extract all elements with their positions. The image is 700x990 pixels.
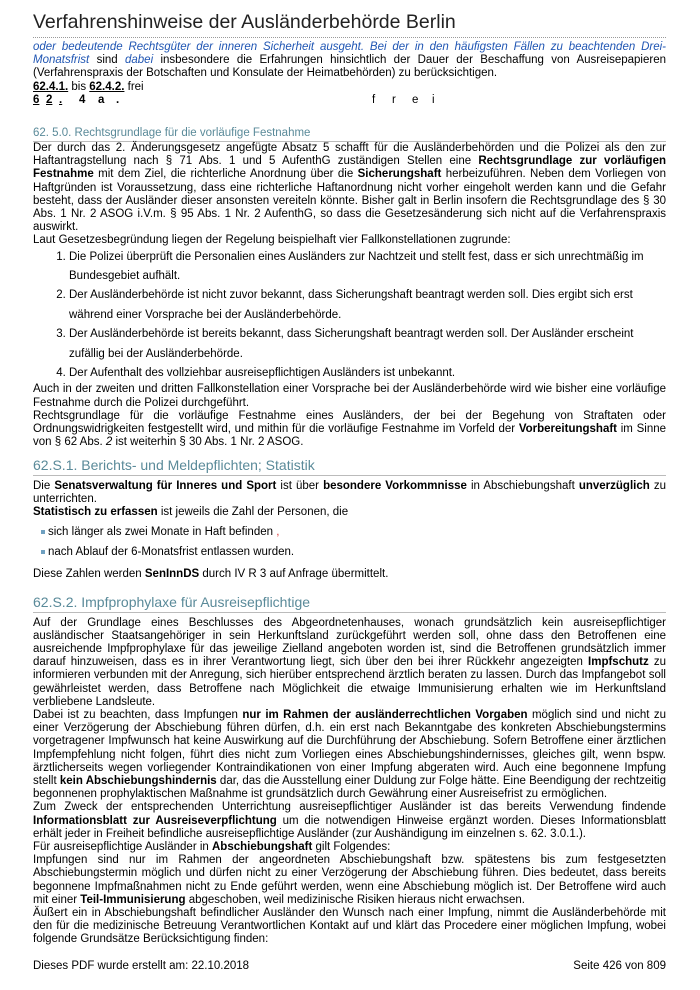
square-bullet-icon xyxy=(41,530,45,534)
section-heading-62-s-1: 62.S.1. Berichts- und Meldepflichten; Statistik xyxy=(33,457,666,476)
s3-p2-bold-b: kein Abschiebungshindernis xyxy=(59,774,217,787)
s3-paragraph-5 xyxy=(33,854,666,907)
s3-p5-bold: Teil-Immunisierung xyxy=(80,893,186,906)
sp-word-3: i xyxy=(432,93,435,106)
bullet-mark: , xyxy=(276,526,280,539)
sp-num-4: a xyxy=(98,93,105,106)
s3-paragraph-1 xyxy=(33,617,666,709)
s3-p2-text-e: dar, das die Ausstellung einer Duldung zur Folge hätte. Eine Beendigung der rechtzeitig begonnenen prophylaktischen Maßnahme ist grundsätzlich durch Gewährung einer Ausreisefrist zu ermöglichen. xyxy=(33,774,666,801)
bullet-text: sich länger als zwei Monate in Haft befinden xyxy=(48,526,274,539)
s2-p3-text-c: durch IV R 3 auf Anfrage übermittelt. xyxy=(199,568,389,581)
s3-p4-text-a: Für ausreisepflichtige Ausländer in xyxy=(33,840,212,853)
s3-p2-text-c: möglich sind und nicht zu einer Verzögerung der Abschiebung führen dürfen, d.h. ein erst nach Bekanntgabe des konkreten Abschiebungstermins vorgetragener Impfwunsch hat keine Auswirkung auf die Durchführung der Abschiebung. Sofern Betroffene einer ärztlichen Impfempfehlung nicht folgen, führt dies nicht zum Vorliegen eines Abschiebungshindernisses, gleiches gilt, wenn bspw. ärztlicherseits wegen vorliegender Kontraindikationen von einer Impfung abgeraten wird. Auch eine begonnene Impfung stellt xyxy=(33,708,667,787)
sp-word-2: e xyxy=(412,93,419,106)
sp-num-5: . xyxy=(116,93,120,106)
s1-p1-text-c: mit dem Ziel, die richterliche Anordnung über die xyxy=(93,168,358,181)
s3-p1-text-a: Auf der Grundlage eines Beschlusses des Abgeordnetenhauses, wonach grundsätzlich kein ausreisepflichtiger ausländischer Staatsangehöriger in sein Herkunftsland zurückgeführt werden soll, ohne dass den Betroffenen eine ausreichende Impfprophylaxe für das jeweilige Zielland angeboten worden ist, sind die Betroffenen grundsätzlich immer darauf hinzuweisen, dass es in ihrer Verantwortung liegt, sich über den bei ihrer Rückkehr angezeigten xyxy=(33,616,666,669)
s3-p4-bold: Abschiebungshaft xyxy=(212,840,313,853)
s3-paragraph-4 xyxy=(33,841,666,854)
s2-p1-bold-b: besondere Vorkommnisse xyxy=(323,479,467,492)
ref-link-62-4-1[interactable]: 62.4.1. xyxy=(33,80,69,93)
s1-paragraph-4 xyxy=(33,410,666,450)
s1-p4-text-d: ist weiterhin § 30 Abs. 1 Nr. 2 ASOG. xyxy=(112,436,304,449)
s2-p1-text-e: zu unterrichten. xyxy=(33,479,666,505)
s1-p1-bold-b: Sicherungshaft xyxy=(357,168,442,181)
s2-paragraph-1 xyxy=(33,480,666,506)
s1-paragraph-2: Laut Gesetzesbegründung liegen der Regelung beispielhaft vier Fallkonstellationen zugrunde: xyxy=(33,234,511,247)
section-heading-62-s-2: 62.S.2. Impfprophylaxe für Ausreisepflichtige xyxy=(33,594,666,613)
s2-paragraph-3 xyxy=(33,568,666,581)
s1-p1-text-d: herbeizuführen. Neben dem Vorliegen von Haftgründen ist Voraussetzung, dass eine richterliche Haftanordnung nicht vorher eingeholt werden kann und die Gefahr besteht, dass der Ausländer dieser ansonsten vereiteln könnte. Bisher galt in Berlin insofern die Rechtsgrundlage des § 30 Abs. 1 Nr. 2 ASOG i.V.m. § 95 Abs. 1 Nr. 2 AufenthG, so dass die Gesetzesänderung sich nicht auf die Verfahrenspraxis auswirkt. xyxy=(33,168,666,234)
s2-paragraph-2 xyxy=(33,506,666,519)
s3-p3-text-a: Zum Zweck der entsprechenden Unterrichtung ausreisepflichtiger Ausländer ist das bereits Verwendung findende xyxy=(33,801,666,814)
square-bullet-icon xyxy=(41,550,45,554)
s2-p1-text-c: ist über xyxy=(276,479,324,492)
list-item: 4. Der Aufenthalt des vollziehbar ausreisepflichtigen Ausländers ist unbekannt. xyxy=(69,364,666,383)
s2-p2-bold: Statistisch zu erfassen xyxy=(33,505,158,518)
s2-p1-text-d: in Abschiebungshaft xyxy=(466,479,579,492)
sp-num-1: 2 xyxy=(46,93,53,106)
page-content xyxy=(33,41,666,947)
list-item xyxy=(41,543,666,563)
list-item: 2. Der Ausländerbehörde ist nicht zuvor bekannt, dass Sicherungshaft beantragt werden soll. Dies ergibt sich erst während einer Vorsprache bei der Ausländerbehörde. xyxy=(69,286,666,325)
s3-paragraph-2 xyxy=(33,709,666,801)
s3-p3-bold: Informationsblatt zur Ausreiseverpflichtung xyxy=(33,814,277,827)
footer-created-date: Dieses PDF wurde erstellt am: 22.10.2018 xyxy=(33,960,250,972)
intro-paragraph xyxy=(33,41,666,81)
s2-p1-bold-a: Senatsverwaltung für Inneres und Sport xyxy=(54,479,277,492)
s1-p4-bold: Vorbereitungshaft xyxy=(518,423,617,436)
s2-p1-bold-c: unverzüglich xyxy=(578,479,650,492)
list-item: 1. Die Polizei überprüft die Personalien eines Ausländers zur Nachtzeit und stellt fest, dass er sich unrechtmäßig im Bundesgebiet aufhält. xyxy=(69,248,666,287)
s3-p2-bold-a: nur im Rahmen der ausländerrechtlichen Vorgaben xyxy=(242,708,528,721)
sp-num-2: . xyxy=(59,93,63,106)
s3-p4-text-c: gilt Folgendes: xyxy=(312,840,391,853)
sp-word-0: f xyxy=(372,93,376,106)
s3-p5-text-a: Impfungen sind nur im Rahmen der angeordneten Abschiebungshaft bzw. spätestens bis zum festgesetzten Abschiebungstermin möglich und dürfen nicht zu einer Verzögerung der Abschiebung führen. Dies bedeutet, dass bereits begonnene Impfmaßnahmen nicht zu Ende geführt werden, wenn eine Abschiebung möglich ist. Der Betroffene wird auch mit einer xyxy=(33,854,666,906)
sp-num-0: 6 xyxy=(33,93,40,106)
intro-text: sind xyxy=(89,54,125,67)
list-item: 3. Der Ausländerbehörde ist bereits bekannt, dass Sicherungshaft beantragt werden soll. Der Ausländer erscheint zufällig bei der Ausländerbehörde. xyxy=(69,325,666,364)
s1-paragraph-3: Auch in der zweiten und dritten Fallkonstellation einer Vorsprache bei der Ausländerbehörde wird wie bisher eine vorläufige Festnahme durch die Polizei durchgeführt. xyxy=(33,383,666,409)
s2-p2-text: ist jeweils die Zahl der Personen, die xyxy=(157,505,349,518)
s2-p3-text-a: Diese Zahlen werden xyxy=(33,568,145,581)
section-heading-62-5-0: 62. 5.0. Rechtsgrundlage für die vorläufige Festnahme xyxy=(33,126,666,142)
document-title: Verfahrenshinweise der Ausländerbehörde Berlin xyxy=(33,11,456,33)
s3-p5-text-c: abgeschoben, weil medizinische Risiken hieraus nicht erwachsen. xyxy=(185,893,525,906)
intro-italic-text: oder bedeutende Rechtsgüter der inneren Sicherheit ausgeht. Bei der in den häufigsten Fällen zu beachtenden Drei-Monatsfrist xyxy=(33,41,666,67)
case-list xyxy=(33,248,666,384)
ref-mid: bis xyxy=(68,80,90,93)
sp-word-1: r xyxy=(392,93,396,106)
list-item xyxy=(41,523,666,543)
s3-p1-text-c: zu informieren verbunden mit der Anregung, sich hierüber entsprechend ärztlich beraten zu lassen. Durch das Impfangebot soll gewährleistet werden, dass Betroffene nach Möglichkeit die etwaige Immunisierung erhalten wie im Herkunftsland verbliebene Landsleute. xyxy=(33,656,667,708)
intro-text-rest: insbesondere die Erfahrungen hinsichtlich der Dauer der Beschaffung von Ausreisepapieren (Verfahrenspraxis der Botschaften und Konsulate der Heimatbehörden) zu berücksichtigen. xyxy=(33,54,666,80)
ref-link-62-4-2[interactable]: 62.4.2. xyxy=(89,80,125,93)
s3-p3-text-c: um die notwendigen Hinweise ergänzt worden. Dieses Informationsblatt erhält jeder in Freiheit befindliche ausreisepflichtige Ausländer (zur Aushändigung im einzelnen s. 62. 3.0.1.). xyxy=(33,814,666,840)
footer-page-number: Seite 426 von 809 xyxy=(573,960,666,972)
page-header xyxy=(33,9,666,38)
s2-p3-bold: SenInnDS xyxy=(144,568,200,581)
reference-line xyxy=(33,81,666,94)
sp-num-3: 4 xyxy=(79,93,86,106)
s1-p1-text-a: Der durch das 2. Änderungsgesetz angefügte Absatz 5 schafft für die Ausländerbehörden und die Polizei als den zur Haftantragstellung nach § 71 Abs. 1 und 5 AufenthG zuständigen Stellen eine xyxy=(33,142,666,168)
s1-p4-italic: 2 xyxy=(105,436,113,449)
intro-italic-word: dabei xyxy=(125,54,154,67)
s3-paragraph-6: Äußert ein in Abschiebungshaft befindlicher Ausländer den Wunsch nach einer Impfung, nimmt die Ausländerbehörde mit den für die medizinische Betreuung Verantwortlichen Kontakt auf und klärt das Procedere einer möglichen Impfung, wobei folgende Grundsätze Berücksichtigung finden: xyxy=(33,906,666,946)
s1-p1-bold-a: Rechtsgrundlage zur vorläufigen Festnahme xyxy=(33,155,666,181)
s3-p1-bold: Impfschutz xyxy=(588,656,649,669)
s2-p1-text-a: Die xyxy=(33,479,55,492)
s1-p4-text-c: im Sinne von § 62 Abs. xyxy=(33,423,667,449)
ref-tail: frei xyxy=(124,80,144,93)
spaced-section-line xyxy=(33,94,666,107)
bullet-text: nach Ablauf der 6-Monatsfrist entlassen wurden. xyxy=(48,545,295,558)
s3-paragraph-3 xyxy=(33,801,666,841)
s3-p2-text-a: Dabei ist zu beachten, dass Impfungen xyxy=(33,708,243,721)
s1-p4-text-a: Rechtsgrundlage für die vorläufige Festnahme eines Ausländers, der bei der Begehung von Straftaten oder Ordnungswidrigkeiten festgestellt wird, und mithin für die vorläufige Festnahme im Vorfeld der xyxy=(33,409,666,436)
page-footer xyxy=(33,960,666,972)
statistics-list xyxy=(33,523,666,562)
s1-paragraph-1 xyxy=(33,142,666,234)
